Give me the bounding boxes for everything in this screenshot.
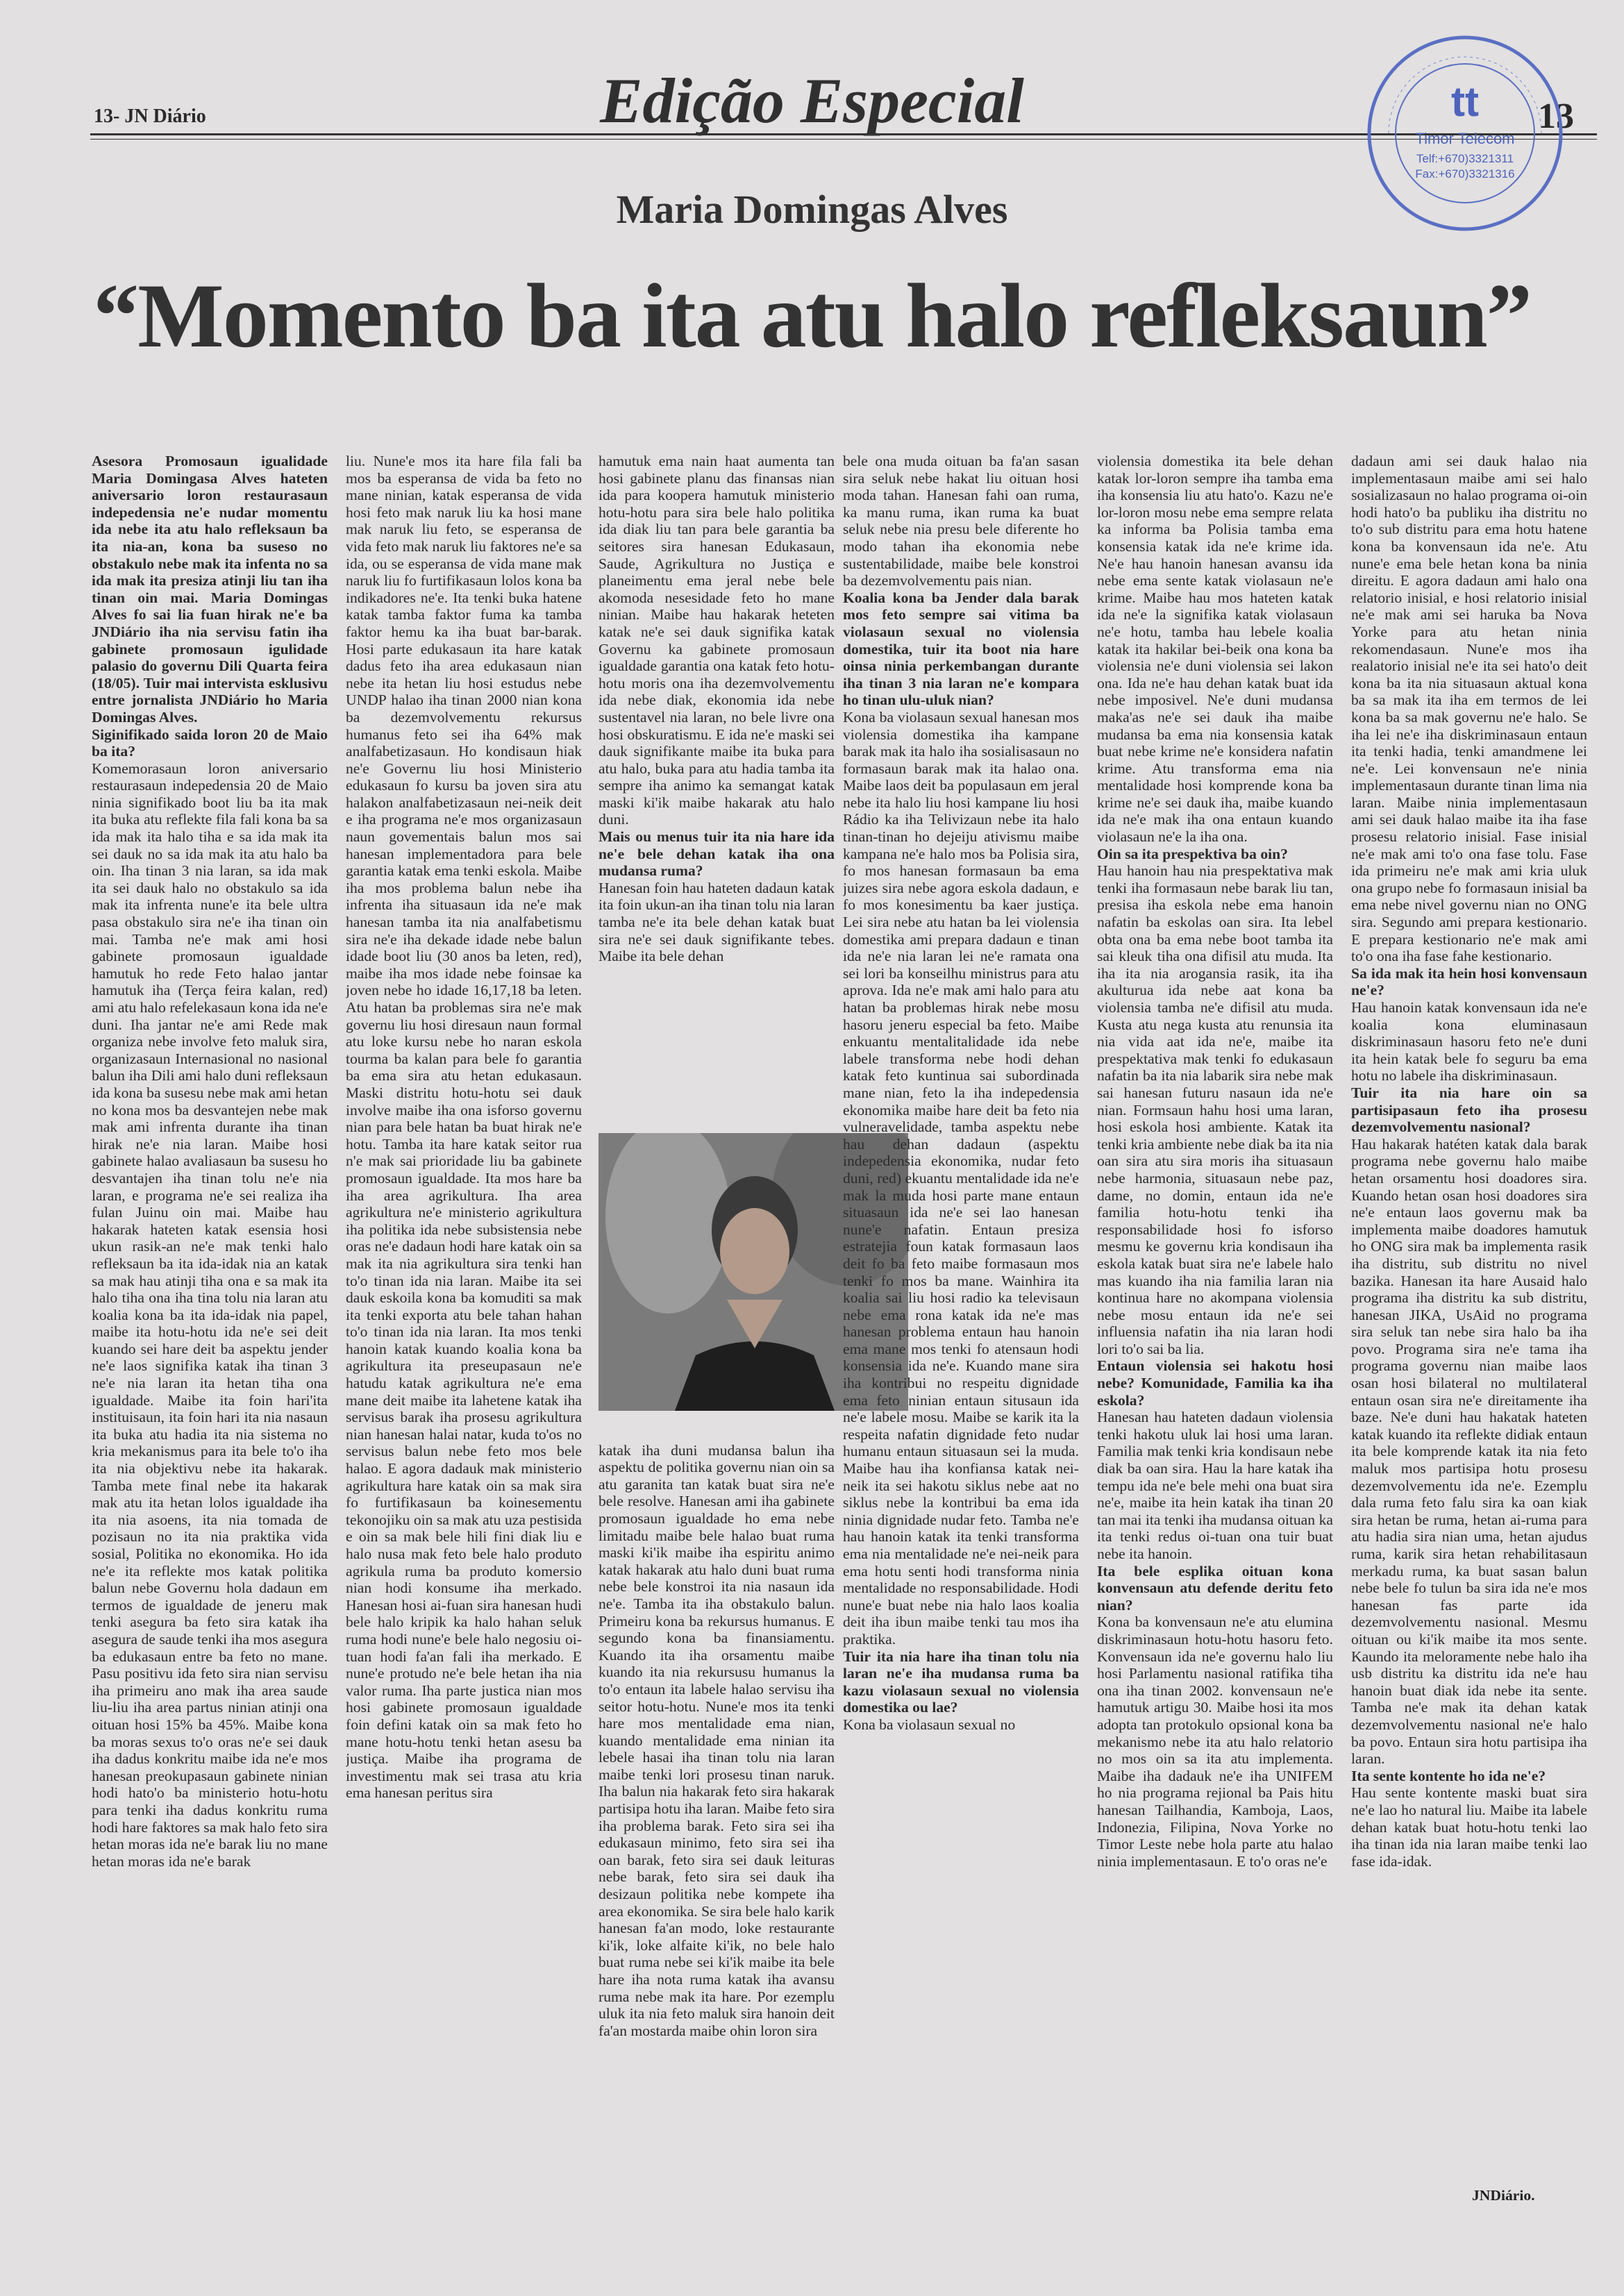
interview-question: Tuir ita nia hare iha tinan tolu nia laran ne'e iha mudansa ruma ba kazu violasaun sexual no violensia domestika ou lae? <box>843 1648 1079 1716</box>
article-column-1 <box>92 453 328 2188</box>
interview-question: Oin sa ita prespektiva ba oin? <box>1097 845 1288 862</box>
interview-question: Ita bele esplika oituan kona konvensaun atu defende deritu feto nian? <box>1097 1562 1333 1614</box>
interview-question: Entaun violensia sei hakotu hosi nebe? Komunidade, Familia ka iha eskola? <box>1097 1357 1333 1409</box>
article-paragraph: dadaun ami sei dauk halao nia implementasaun maibe ami sei halo sosializasaun no halao programa oi-oin hodi hato'o ba publiku iha distritu no to'o sub distritu para ema hotu hatene kona ba konvensaun ida ne'e. Atu nune'e ema bele hetan kona ba ninia direitu. E agora dadaun ami halo ona relatorio inisial, e hosi relatorio inisial ne'e mak ami sei haruka ba Nova Yorke para atu hetan ninia rekomendasaun. Nune'e mos iha realatorio inisial ne'e ita sei hato'o deit kona ba ita nia situasaun aktual kona ba sa mak ita iha em termos de lei kona ba sa mak governu ne'e halo. Se iha lei ne'e iha diskriminasaun entaun ita tenki hadia, tenki amandmene lei ne'e. Lei konvensaun ne'e ninia implementasaun durante tinan lima nia laran. Maibe ninia implementasaun ami sei dauk halao maibe ita iha fase prosesu relatorio inisial. Fase inisial ne'e mak ami to'o ona fase tolu. Fase ida primeiru ne'e mak ami kria uluk ona grupo nebe fo formasaun inisial ba ema nebe nivel governu nian no ONG sira. Segundo ami prepara kestionario. E prepara kestionario ne'e mak ami to'o ona iha fase fahe kestionario. <box>1351 453 1587 965</box>
page-header-label: 13- JN Diário <box>94 106 206 127</box>
article-paragraph: Hanesan foin hau hateten dadaun katak ita foin ukun-an iha tinan tolu nia laran tamba ne'e ita bele dehan katak buat sira ne'e sei dauk signifikante tebes. Maibe ita bele dehan <box>598 879 835 965</box>
article-paragraph: Hau hakarak hatéten katak dala barak programa nebe governu halo maibe hetan orsamentu hosi doadores sira. Kuando hetan osan hosi doadores sira ne'e entaun laos governu mak ba implementa maibe doadores hamutuk ho ONG sira mak ba implementa rasik iha distritu, sub distritu no nivel bazika. Hanesan ita hare Ausaid halo programa iha distritu ka sub distritu, hanesan JIKA, UsAid no programa sira seluk tan nebe sira halo ba iha povo. Programa sira ne'e tama iha programa governu nian maibe laos osan hosi bilateral no multilateral entaun osan sira ne'e direitamente iha baze. Ne'e duni hau hakatak hateten katak kuando ita reflekte didiak entaun ita bele komprende katak ita nia feto maluk mos partisipa hotu prosesu dezemvolvementu ida ne'e. Ezemplu dala ruma feto falu sira ka oan kiak sira hetan be ruma, hetan ai-ruma para atu hadia sira nian uma, hetan ajudus ruma, karik sira hetan rehabilitasaun merkadu ruma, ka buat sasan balun nebe bele fo tulun ba sira ida ne'e mos hanesan fas parte ida dezemvolvementu nasional. Mesmu oituan ou ki'ik maibe ita mos sente. Kaundo ita meloramente nebe halo iha usb distritu ka distritu ida ne'e hau hanoin buat diak ida nebe ita sente. Tamba ne'e mak ita dehan katak dezemvolvementu nasional ne'e halo ba povo. Entaun sira hotu partisipa iha laran. <box>1351 1135 1587 1768</box>
article-paragraph: Hau sente kontente maski buat sira ne'e lao ho natural liu. Maibe ita labele dehan katak buat hotu-hotu tenki lao iha tinan ida nia laran maibe tenki lao fase ida-idak. <box>1351 1784 1587 1870</box>
article-author: Maria Domingas Alves <box>616 187 1008 232</box>
article-column-3-top <box>598 453 835 1119</box>
article-paragraph: violensia domestika ita bele dehan katak lor-loron sempre iha tamba ema iha konsensia liu atu hato'o. Kazu ne'e lor-loron mosu nebe ema sempre relata ka informa ba Polisia tamba ema konsensia katak ida ne'e krime ida. Ne'e hau hanoin hanesan avansu ida nebe ema sente katak violasaun ne'e krime. Maibe hau mos hateten katak ida ne'e la signifika katak violasaun ne'e hotu, tamba hau lebele koalia katak ita hakilar bei-beik ona kona ba violensia ne'e duni violensia sei lakon ona. Ida ne'e hau dehan katak buat ida nebe imposivel. Ne'e duni mudansa maka'as ne'e sei dauk iha maibe mudansa ba ema nia konsensia katak buat nebe krime ne'e konsidera nafatin krime. Atu transforma ema nia mentalidade hosi komprende kona ba krime ne'e sei dauk iha, maibe kuando ida ne'e mak iha ona entaun kuando violasaun ne'e la iha ona. <box>1097 453 1333 846</box>
page-number: 13 <box>1538 97 1574 136</box>
article-paragraph: Komemorasaun loron aniversario restaurasaun indepedensia 20 de Maio ninia signifikado boot liu ba ita mak ita buka atu reflekte fila fali kona ba sa ida mak ita halo tiha e sa ida mak ita sei dauk no sa ida mak ita atu halo ba oin. Iha tinan 3 nia laran, sa ida mak ita sei dauk halo no obstakulo sa ida mak ita infrenta nune'e ita bele ultra pasa obstakulo sira ne'e iha tinan oin mai. Tamba ne'e mak ami hosi gabinete promosaun igualdade hamutuk ho rede Feto halao jantar hamutuk iha (Terça feira kalan, red) ami atu halo refelekasaun kona ida ne'e duni. Iha jantar ne'e ami Rede mak organiza nebe involve feto maluk sira, organizasaun Internasional no nasional balun iha Dili ami halo duni refleksaun ida kona ba susesu nebe mak ami hetan no kona mos ba desvantejen nebe mak mak ami infrenta durante iha tinan hirak ne'e nia laran. Maibe hosi gabinete halao avaliasaun ba susesu ho desvantajen iha tinan tolu ne'e nia laran, e programa ne'e sei realiza iha fulan Juinu oin mai. Maibe hau hakarak hateten katak esensia hosi ukun rasik-an ne'e mak tenki halo refleksaun ba ita ida-idak nia an katak sa mak hau atinji tiha ona e sa mak ita halo tiha ona iha tina tolu nia laran atu koalia kona ba ita ida-idak nia papel, maibe ita hotu-hotu ida ne'e sei deit kuando sei hare deit ba aspektu jender ne'e laos signifika katak iha tinan 3 ne'e nia laran ita hetan tiha ona igualdade. Maibe ita foin hari'ita instituisaun, ita foin hari ita nia nasaun ita buka atu hadia ita nia sistema no kria mekanismus para ita bele to'o iha ita nia objektivu nebe ita hakarak. Tamba mete final nebe ita hakarak mak atu ita hetan lolos igualdade iha ita nia asoens, ita nia tomada de pozisaun no ita nia praktika vida sosial, Politika no ekonomika. Ho ida ne'e ita reflekte mos katak politika balun nebe Governu hola dadaun em termos de igualdade de jeneru mak tenki asegura ba feto sira katak iha asegura de saude tenki iha mos asegura ba edukasaun entre ba feto no mane. Pasu positivu ida feto sira nian servisu iha primeiru ano mak iha area saude liu-liu iha area partus ninian atinji ona oituan hosi 15% ba 45%. Maibe kona ba moras sexus to'o oras ne'e sei dauk iha dadus konkritu maibe ida ne'e mos hanesan preokupasaun gabinete ninian hodi hato'o ba ministerio hotu-hotu para tenki iha dadus konkritu ruma hodi hare faktores sa mak halo feto sira hetan moras ida ne'e barak liu no mane hetan moras ida ne'e barak <box>92 760 328 1870</box>
svg-text:Fax:+670)3321316: Fax:+670)3321316 <box>1415 167 1515 181</box>
interview-question: Mais ou menus tuir ita nia hare ida ne'e bele dehan katak iha ona mudansa ruma? <box>598 828 835 880</box>
article-paragraph: katak iha duni mudansa balun iha aspektu de politika governu nian oin sa atu garanita tan katak buat sira ne'e bele resolve. Hanesan ami iha gabinete promosaun igualdade ho ema nebe limitadu maibe bele halao buat ruma maski ki'ik maibe iha espiritu animo katak hakarak atu halo duni buat ruma nebe bele konstroi ita nia nasaun ida ne'e. Tamba ita iha obstakulo balun. Primeiru kona ba rekursus humanus. E segundo kona ba finansiamentu. Kuando ita iha orsamentu maibe kuando ita nia rekursusu humanus la to'o entaun ita labele halao servisu iha seitor hotu-hotu. Nune'e mos ita tenki hare mos mentalidade ema nian, kuando mentalidade ema ninian ita lebele hasai iha tinan tolu nia laran maibe tenki lori prosesu tinan naruk. Iha balun nia hakarak feto sira hakarak partisipa hotu iha laran. Maibe feto sira iha problema barak. Feto sira sei iha edukasaun minimo, feto sira sei iha oan barak, feto sira sei dauk leituras nebe barak, feto sira sei dauk iha desizaun politika nebe kompete iha area ekonomika. Se sira bele halo karik hanesan fa'an modo, loke restaurante ki'ik, loke alfaite ki'ik, no bele halo buat ruma nebe sei ki'ik maibe ita bele hare iha nota ruma katak iha avansu ruma nebe mak ita hare. Por ezemplu uluk ita nia feto maluk sira hanoin deit fa'an mostarda maibe ohin loron sira <box>598 1441 835 2039</box>
svg-text:Timor Telecom: Timor Telecom <box>1415 130 1515 147</box>
article-column-6 <box>1351 453 1587 2188</box>
article-paragraph: hamutuk ema nain haat aumenta tan hosi gabinete planu das finansas nian ida para koopera hamutuk ministerio hotu-hotu para sira bele halo politika ida diak liu tan para bele garantia ba seitores sira hanesan Edukasaun, Saude, Agrikultura no Justiça e planeimentu ema jeral nebe bele akomoda nesesidade feto ho mane ninian. Maibe hau hakarak heteten katak ne'e sei dauk signifika katak Governu ka gabinete promosaun igualdade garantia ona katak feto hotu-hotu moris ona iha dezemvolvementu ida nebe diak, ekonomia ida nebe sustentavel nia laran, no bele livre ona hosi obskuratismu. E ida ne'e maski sei dauk signifikante maibe ita buka para atu halo, buka para atu hadia tamba ita sempre iha animo ka semangat katak maski ki'ik maibe hakarak atu halo duni. <box>598 453 835 828</box>
interview-question: Asesora Promosaun igualidade Maria Domingasa Alves hateten aniversario loron restaurasaun indepedensia ne'e nudar momentu ida nebe ita atu halo refleksaun ba ita nia-an, kona ba suseso no obstakulo nebe mak ita infenta no sa ida mak ita presiza atinji liu tan iha tinan oin mai. Maria Domingas Alves fo sai lia fuan hirak ne'e ba JNDiário iha nia servisu fatin iha gabinete promosaun igulidade palasio do governu Dili Quarta feira (18/05). Tuir mai intervista esklusivu entre jornalista JNDiário ho Maria Domingas Alves. <box>92 453 328 726</box>
interview-question: Ita sente kontente ho ida ne'e? <box>1351 1767 1546 1784</box>
section-title: Edição Especial <box>600 65 1024 136</box>
article-headline: “Momento ba ita atu halo refleksaun” <box>93 265 1531 367</box>
signoff: JNDiário. <box>1472 2187 1535 2204</box>
article-paragraph: Kona ba konvensaun ne'e atu elumina diskriminasaun hotu-hotu hasoru feto. Konvensaun ida ne'e governu halo liu hosi Parlamentu nasional ratifika tiha ona iha tinan 2002. konvensaun ne'e hamutuk artigu 30. Maibe hosi ita mos adopta tan protokulo opsional kona ba mekanismo nebe ita atu halo relatorio no mos oin sa ita atu implementa. Maibe iha dadauk ne'e iha UNIFEM ho nia programa rejional ba Pais hitu hanesan Tailhandia, Kamboja, Laos, Indonezia, Filipina, Nova Yorke no Timor Leste nebe hola parte atu halao ninia implementasaun. E to'o oras ne'e <box>1097 1614 1333 1870</box>
article-paragraph: Kona ba violasaun sexual no <box>843 1716 1016 1733</box>
article-paragraph: Hau hanoin katak konvensaun ida ne'e koalia kona eluminasaun diskriminasaun hasoru feto ne'e duni ita hein katak bele fo seguru ba ema hotu no labele iha diskriminasaun. <box>1351 999 1587 1084</box>
article-column-4 <box>843 453 1079 2188</box>
article-paragraph: Hau hanoin hau nia prespektativa mak tenki iha formasaun nebe barak liu tan, presisa iha eskola nebe ema hanoin nafatin ba eskolas oan sira. Ita lebel obta ona ba ema nebe boot tamba ita sai kleuk tiha ona difisil atu muda. Ita iha ita nia arogansia rasik, ita iha akulturua ida nebe aat kona ba violensia tamba ne'e difisil atu muda. Kusta atu nega kusta atu renunsia ita nia vida aat ida ne'e, maibe ita prespektativa mak tenki fo edukasaun nafatin ba ita nia labarik sira nebe mak sai hanesan futuru nasaun ida ne'e nian. Formsaun hahu hosi uma laran, hosi eskola hosi ambiente. Katak ita tenki kria ambiente nebe diak ba ita nia oan sira atu sira moris iha situasaun nebe harmonia, situasaun nebe paz, dame, no domin, entaun ida ne'e familia hotu-hotu tenki iha responsabilidade hosi fo isforso mesmu ke governu kria kondisaun iha eskola katak buat sira ne'e labele halo mas kuando iha nia familia laran nia kontinua hare no akompana violensia nebe mosu entaun ida ne'e sei influensia nafatin iha nia laran hodi lori to'o sai ba lia. <box>1097 862 1333 1357</box>
interview-question: Tuir ita nia hare oin sa partisipasaun feto iha prosesu dezemvolvementu nasional? <box>1351 1084 1587 1136</box>
article-column-5 <box>1097 453 1333 2188</box>
interview-question: Siginifikado saida loron 20 de Maio ba ita? <box>92 726 328 760</box>
svg-text:Telf:+670)3321311: Telf:+670)3321311 <box>1416 152 1514 165</box>
interview-question: Sa ida mak ita hein hosi konvensaun ne'e? <box>1351 964 1587 999</box>
article-column-2 <box>346 453 582 2188</box>
article-paragraph: bele ona muda oituan ba fa'an sasan sira seluk nebe hakat liu oituan hosi moda tahan. Hanesan fahi oan ruma, ka manu ruma, ikan ruma ka buat seluk nebe nia presu bele diferente ho modo tahan iha ekonomia nebe sustentabilidade, maibe bele konstroi ba dezemvolvementu pais nian. <box>843 453 1079 589</box>
interview-question: Koalia kona ba Jender dala barak mos feto sempre sai vitima ba violasaun sexual no violensia domestika, tuir ita boot nia hare oinsa ninia perkembangan durante iha tinan 3 nia laran ne'e kompara ho tinan ulu-uluk nian? <box>843 589 1079 709</box>
svg-text:tt: tt <box>1451 78 1479 125</box>
article-column-3-bottom <box>598 1427 835 2197</box>
article-paragraph: Hanesan hau hateten dadaun violensia tenki hakotu uluk lai hosi uma laran. Familia mak tenki kria kondisaun nebe diak ba oan sira. Hau la hare katak iha tempu ida ne'e bele mehi ona buat sira ne'e, maibe ita hein katak iha tinan 20 tan mai ita tenki iha mudansa oituan ka ita tenki redus oi-tuan ona tuir buat nebe ita hanoin. <box>1097 1409 1333 1562</box>
article-paragraph: liu. Nune'e mos ita hare fila fali ba mos ba esperansa de vida ba feto no mane ninian, katak esperansa de vida hosi feto mak naruk liu ka hosi mane mak naruk liu feto, se esperansa de vida feto mak naruk liu faktores ne'e sa ida, ou se esperansa de vida mane mak naruk liu fo furtifikasaun lolos kona ba indikadores ne'e. Ita tenki buka hatene katak tamba faktor fuma ka tamba faktor hemu ka iha buat bar-barak. Hosi parte edukasaun ita hare katak dadus feto iha area edukasaun nian nebe ita hetan liu hosi estudus nebe UNDP halao iha tinan 2000 nian kona ba dezemvolvementu rekursus humanus feto sei iha 64% mak analfabetizasaun. Ho kondisaun hiak ne'e Governu liu hosi Ministerio edukasaun fo kursu ba joven sira atu halakon analfabetizasaun nei-neik deit e iha programa ne'e mos organizasaun naun govementais balun mos sai hanesan implementadora para bele garantia katak ema tenki eskola. Maibe iha mos problema balun nebe iha infrenta iha situasaun ida ne'e mak hanesan tamba ita nia analfabetismu sira ne'e iha dekade idade nebe balun idade boot liu (30 anos ba leten, red), maibe iha mos idade nebe foinsae ka joven nebe ho idade 16,17,18 ba leten. Atu hatan ba problemas sira ne'e mak governu liu hosi diresaun naun formal atu loke kursu nebe ho naran eskola tourma ba kalan para bele fo garantia ba ema sira atu hetan edukasaun. Maski distritu hotu-hotu sei dauk involve maibe iha ona isforso governu nian para bele hatan ba buat hirak ne'e hotu. Tamba ita hare katak seitor rua n'e mak sai prioridade liu ba gabinete promosaun igualdade. Ita mos hare ba iha area agrikultura. Iha area agrikultura ne'e ministerio agrikultura iha politika ida nebe subsistensia nebe oras ne'e dadaun hodi hare katak oin sa mak ita nia agrikultura sira tenki han to'o tinan ida nia laran. Maibe ita sei dauk eskoila kona ba komuditi sa mak ita tenki exporta atu bele tahan hahan to'o tinan ida nia laran. Ita mos tenki hanoin katak kuando koalia kona ba agrikultura ita preseupasaun ne'e hatudu katak agrikultura ne'e ema mane deit maibe ita lahetene katak iha servisus barak iha prosesu agrikultura nian hanesan halai natar, kuda to'os no servisus balun nebe feto mos bele halao. E agora dadauk mak ministerio agrikultura hare katak oin sa mak sira fo furtifikasaun ba koinesementu tekonojiku oin sa mak atu uza pestisida e oin sa mak bele hili fini diak liu e halo nusa mak feto bele halo produto agrikula ruma ba produto komersio nian hodi konsume iha merkado. Hanesan hosi ai-fuan sira hanesan hudi bele halo kripik ka halo hahan seluk ruma hodi nune'e bele halo negosiu oi-tuan hodi fa'an fali iha merkado. E nune'e protudo ne'e bele hetan iha nia valor ruma. Iha parte justica nian mos hosi gabinete promosaun igualdade foin defini katak oin sa mak feto ho mane hotu-hotu tenki hetan asesu ba justiça. Maibe iha programa de investimentu mak sei trasa atu kria ema hanesan peritus sira <box>346 453 582 1802</box>
article-paragraph: Kona ba violasaun sexual hanesan mos violensia domestika iha kampane barak mak ita halo iha sosialisasaun no formasaun barak mak ita halao ona. Maibe laos deit ba populasaun em jeral nebe ita halo liu hosi kampane liu hosi Rádio ka iha Telivizaun nebe ita halo tinan-tinan ho dejeiju ativismu maibe kampana ne'e halo mos ba Polisia sira, fo mos hanesan formasaun ba ema juizes sira nebe agora eskola dadaun, e fo mos konesimentu ba kaer justiça. Lei sira nebe atu hatan ba lei violensia domestika ami prepara dadaun e tinan ida ne'e nia laran lei ne'e ramata ona sei lori ba konseilhu ministrus para atu aprova. Ida ne'e mak ami halo para atu hatan ba problemas hirak nebe mosu hasoru jeneru especial ba feto. Maibe enkuantu mentalitalidade ida nebe labele transforma nebe hodi dehan katak feto kuntinua sai subordinada mane nian, feto la iha indepedensia ekonomika maibe hare deit ba feto nia vulneravelidade, tamba aspektu nebe hau dehan dadaun (aspektu indepedensia ekonomika, nudar feto duni, red) ekuantu mentalidade ida ne'e mak la muda hosi parte mane entaun situasaun ida ne'e sei lao hanesan nune'e nafatin. Entaun presiza estratejia foun katak formasaun laos deit fo ba feto maibe formasaun mos tenki fo mos ba mane. Wainhira ita koalia sai liu hosi radio ka televisaun nebe ema rona katak ida ne'e mas hanesan problema entaun hau hanoin ema mane mos tenki fo atensaun hodi konsensia ida ne'e. Kuando mane sira iha kontribui no respeitu dignidade ema feto ninian entaun situsaun ida ne'e labele mosu. Maibe se karik ita la respeita nafatin dignidade feto nudar humanu entaun situasaun sei la muda. Maibe hau iha konfiansa katak nei-neik ita sei hakotu siklus nebe aat no siklus nebe la kontribui ba ema ida ninia dignidade nudar feto. Tamba ne'e hau hanoin katak ita tenki transforma ema nia mentalidade ne'e nei-neik para ema hotu senti hodi transforma ninia mentalidade no responsabilidade. Hodi nune'e buat nebe nia halo laos koalia deit iha ibun maibe tenki tau mos iha praktika. <box>843 708 1079 1648</box>
